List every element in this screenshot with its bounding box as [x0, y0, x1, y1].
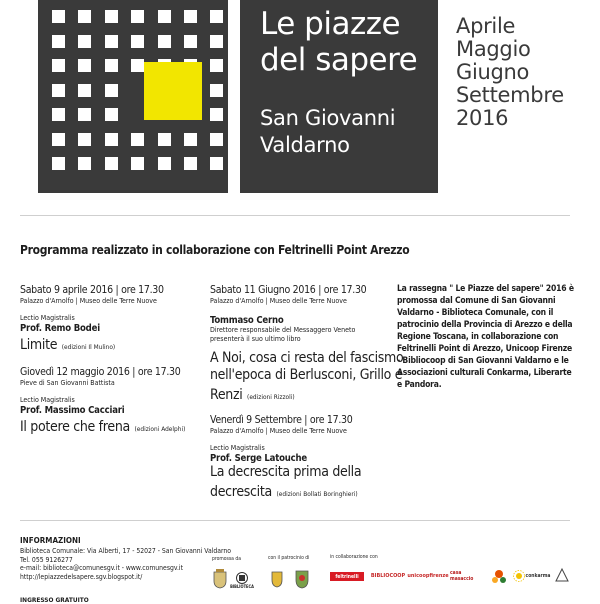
event-speaker: Prof. Serge Latouche	[210, 453, 308, 464]
event-type: Lectio Magistralis	[20, 314, 75, 322]
grid-square	[158, 10, 171, 23]
page-subtitle	[260, 105, 395, 159]
info-blog-link[interactable]: http://lepiazzedelsapere.sgv.blogspot.it/	[20, 572, 143, 581]
months-list	[456, 15, 564, 130]
divider-bottom	[20, 520, 570, 521]
grid-square	[52, 59, 65, 72]
info-block	[20, 547, 231, 581]
grid-square	[184, 157, 197, 170]
grid-square	[158, 35, 171, 48]
grid-square	[210, 59, 223, 72]
provincia-crest-icon	[270, 568, 284, 590]
promossa-caption: promossa da	[212, 556, 241, 562]
casa-masaccio-logo: casa masaccio	[450, 570, 474, 582]
grid-square	[78, 10, 91, 23]
grid-square	[105, 133, 118, 146]
liberarte-logo	[488, 566, 510, 588]
bibliocoop-logo: BIBLIOCOOP	[370, 573, 406, 579]
patrocinio-caption: con il patrocinio di	[268, 555, 310, 561]
event-title-row	[210, 481, 361, 501]
yellow-square	[144, 62, 202, 120]
sun-icon	[512, 570, 526, 582]
grid-square	[105, 10, 118, 23]
event-publisher: (edizioni Adelphi)	[134, 425, 186, 433]
grid-square	[184, 35, 197, 48]
grid-square	[210, 35, 223, 48]
grid-square	[52, 133, 65, 146]
grid-square	[78, 59, 91, 72]
event-title-row	[210, 384, 403, 404]
event-2	[20, 366, 185, 436]
event-place: Palazzo d'Arnolfo | Museo delle Terre Nuove	[210, 427, 347, 435]
event-place: Palazzo d'Arnolfo | Museo delle Terre Nuove	[210, 297, 347, 305]
info-phone: Tel. 055 9126277	[20, 555, 73, 564]
info-address: Biblioteca Comunale: Via Alberti, 17 - 52027 - San Giovanni Valdarno	[20, 547, 232, 555]
divider-top	[20, 215, 570, 216]
grid-square	[210, 10, 223, 23]
grid-square	[52, 10, 65, 23]
event-3	[210, 284, 403, 404]
pandora-logo	[552, 566, 572, 584]
grid-square	[52, 84, 65, 97]
ingresso-gratuito: INGRESSO GRATUITO	[20, 596, 89, 604]
event-title-row	[20, 334, 164, 354]
grid-square	[131, 10, 144, 23]
event-type: Lectio Magistralis	[210, 444, 265, 452]
feltrinelli-logo: feltrinelli	[330, 572, 364, 581]
event-date: Giovedì 12 maggio 2016 | ore 17.30	[20, 366, 181, 378]
header-separator	[228, 0, 240, 193]
grid-square	[52, 157, 65, 170]
grid-square	[105, 35, 118, 48]
biblioteca-label: BIBLIOTECA	[230, 583, 254, 589]
grid-square	[52, 108, 65, 121]
title-line-1: Le piazze	[260, 6, 401, 42]
event-role: Direttore responsabile del Messaggero Veneto	[210, 326, 356, 334]
event-publisher: (edizioni Rizzoli)	[247, 393, 295, 401]
event-title-row	[20, 416, 185, 436]
event-title: Limite	[20, 337, 58, 353]
grid-square	[78, 35, 91, 48]
page-title	[260, 6, 417, 78]
rassegna-description: La rassegna " Le Piazze del sapere" 2016 è promossa dal Comune di San Giovanni Valdarno - Biblioteca Comunale, con il patrocinio della Provincia di Arezzo e della Regione Toscana, in collaborazione con Feltrinelli Point di Arezzo, Unicoop Firenze - Bibliocoop di San Giovanni Valdarno e le Associazioni culturali Conkarma, Liberarte e Pandora.	[397, 284, 574, 390]
grid-square	[105, 59, 118, 72]
event-speaker: Tommaso Cerno	[210, 315, 284, 326]
year: 2016	[456, 106, 509, 130]
event-title-line-2: nell'epoca di Berlusconi, Grillo e	[210, 367, 403, 383]
grid-square	[158, 157, 171, 170]
grid-square	[131, 59, 144, 72]
grid-square	[131, 133, 144, 146]
event-presents: presenterà il suo ultimo libro	[210, 335, 301, 343]
event-place: Pieve di San Giovanni Battista	[20, 379, 115, 387]
grid-square	[210, 84, 223, 97]
grid-square	[184, 133, 197, 146]
grid-square	[131, 35, 144, 48]
month-3: Giugno	[456, 60, 530, 84]
event-title-line-1: La decrescita prima della	[210, 464, 362, 480]
event-4	[210, 414, 361, 501]
event-type: Lectio Magistralis	[20, 396, 75, 404]
event-date: Venerdì 9 Settembre | ore 17.30	[210, 414, 353, 426]
grid-square	[78, 133, 91, 146]
grid-square	[184, 10, 197, 23]
grid-square	[158, 133, 171, 146]
event-publisher: (edizioni Il Mulino)	[61, 343, 116, 351]
subtitle-line-2: Valdarno	[260, 133, 350, 157]
square-grid-logo	[38, 0, 228, 193]
event-speaker: Prof. Massimo Cacciari	[20, 405, 125, 416]
event-title-line-3: Renzi	[210, 387, 243, 403]
collaborazione-caption: in collaborazione con	[330, 554, 378, 560]
grid-square	[210, 108, 223, 121]
grid-square	[210, 133, 223, 146]
month-1: Aprile	[456, 14, 516, 38]
event-title: Il potere che frena	[20, 419, 130, 435]
event-title-line-2: decrescita	[210, 484, 272, 500]
event-place: Palazzo d'Arnolfo | Museo delle Terre Nuove	[20, 297, 157, 305]
subtitle-line-1: San Giovanni	[260, 106, 396, 130]
title-line-2: del sapere	[260, 42, 418, 78]
info-email-link[interactable]: e-mail: biblioteca@comunesgv.it - www.comunesgv.it	[20, 564, 184, 572]
grid-square	[105, 108, 118, 121]
grid-square	[131, 157, 144, 170]
event-title-line-1: A Noi, cosa ci resta del fascismo	[210, 350, 404, 366]
event-publisher: (edizioni Bollati Boringhieri)	[276, 490, 358, 498]
event-1	[20, 284, 164, 354]
programma-heading: Programma realizzato in collaborazione con Feltrinelli Point Arezzo	[20, 243, 410, 257]
month-4: Settembre	[456, 83, 564, 107]
unicoop-logo: unicoopfirenze	[407, 573, 449, 579]
event-speaker: Prof. Remo Bodei	[20, 323, 100, 334]
info-heading: INFORMAZIONI	[20, 536, 81, 545]
grid-square	[105, 84, 118, 97]
event-date: Sabato 9 aprile 2016 | ore 17.30	[20, 284, 164, 296]
grid-square	[105, 157, 118, 170]
grid-square	[78, 108, 91, 121]
grid-square	[78, 157, 91, 170]
month-2: Maggio	[456, 37, 531, 61]
conkarma-logo: conkarma	[525, 573, 551, 579]
comune-crest-icon	[212, 568, 228, 590]
regione-crest-icon	[294, 568, 310, 590]
event-date: Sabato 11 Giugno 2016 | ore 17.30	[210, 284, 367, 296]
grid-square	[78, 84, 91, 97]
grid-square	[210, 157, 223, 170]
grid-square	[52, 35, 65, 48]
biblioteca-logo	[230, 566, 254, 594]
